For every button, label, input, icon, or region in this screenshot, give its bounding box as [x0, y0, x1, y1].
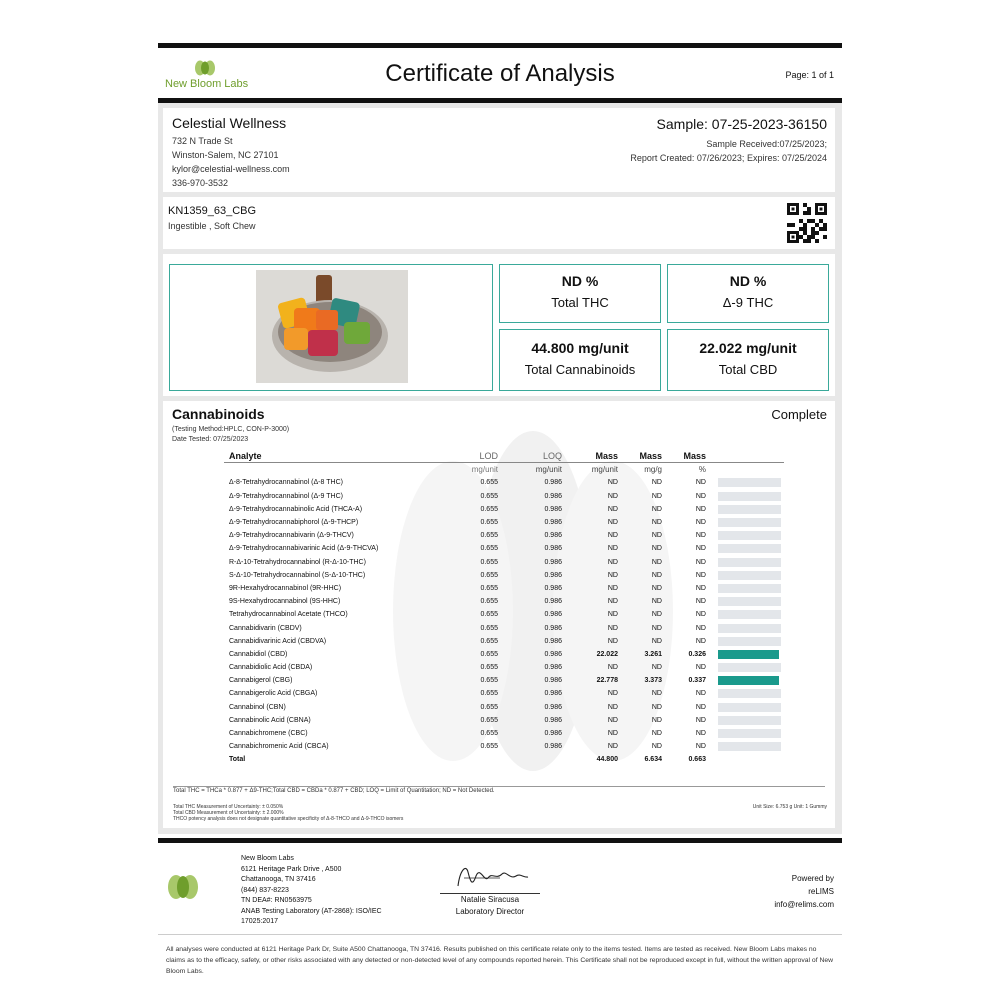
loq-cell: 0.986: [544, 624, 562, 632]
total-cannabinoids-label: Total Cannabinoids: [524, 362, 636, 377]
mass-g-cell: ND: [651, 532, 662, 540]
client-phone: 336-970-3532: [172, 178, 229, 188]
mass-pct-cell: ND: [695, 519, 706, 527]
loq-cell: 0.986: [544, 598, 562, 606]
client-name: Celestial Wellness: [172, 115, 287, 131]
testing-method: (Testing Method:HPLC, CON-P-3000): [172, 426, 290, 433]
product-name: KN1359_63_CBG: [168, 205, 257, 217]
col-mass-unit: Mass: [562, 449, 618, 463]
table-row: [224, 714, 784, 727]
mass-pct-cell: ND: [695, 492, 706, 500]
lod-cell: 0.655: [480, 703, 498, 711]
signer-title: Laboratory Director: [455, 907, 525, 916]
loq-cell: 0.986: [544, 584, 562, 592]
loq-cell: 0.986: [544, 677, 562, 685]
table-row: [224, 542, 784, 555]
table-header-row: [224, 449, 784, 463]
mass-pct-cell: ND: [695, 571, 706, 579]
loq-cell: 0.986: [544, 532, 562, 540]
client-address-line1: 732 N Trade St: [172, 136, 233, 146]
mass-g-cell: ND: [651, 558, 662, 566]
lod-cell: 0.655: [480, 584, 498, 592]
analyte-cell: Cannabichromene (CBC): [229, 730, 308, 738]
empty-bar: [718, 518, 781, 527]
page-title: Certificate of Analysis: [385, 60, 615, 87]
empty-bar: [718, 492, 781, 501]
mass-pct-cell: ND: [695, 690, 706, 698]
mass-pct-cell: ND: [695, 558, 706, 566]
product-photo[interactable]: [256, 270, 408, 383]
table-row: [224, 582, 784, 595]
lod-cell: 0.655: [480, 743, 498, 751]
mass-pct-cell: ND: [695, 624, 706, 632]
total-mass-unit: 44.800: [596, 756, 618, 764]
empty-bar: [718, 703, 781, 712]
analyte-cell: Δ-9-Tetrahydrocannabivarin (Δ-9-THCV): [229, 532, 354, 540]
empty-bar: [718, 742, 781, 751]
mass-unit-cell: ND: [607, 545, 618, 553]
lod-cell: 0.655: [480, 519, 498, 527]
loq-cell: 0.986: [544, 611, 562, 619]
table-row: [224, 687, 784, 700]
analyte-cell: Cannabinolic Acid (CBNA): [229, 716, 311, 724]
lod-cell: 0.655: [480, 690, 498, 698]
loq-cell: 0.986: [544, 743, 562, 751]
unit-mass-pct: %: [698, 465, 706, 475]
sample-id: Sample: 07-25-2023-36150: [656, 116, 827, 132]
mass-g-cell: ND: [651, 730, 662, 738]
mass-unit-cell: ND: [607, 519, 618, 527]
mass-unit-cell: 22.022: [596, 650, 618, 658]
empty-bar: [718, 558, 781, 567]
cannabinoids-title: Cannabinoids: [172, 406, 265, 422]
uncertainty-cbd: Total CBD Measurement of Uncertainty: ± 2.000%: [173, 810, 284, 816]
mass-g-cell: ND: [651, 743, 662, 751]
mass-unit-cell: ND: [607, 598, 618, 606]
empty-bar: [718, 571, 781, 580]
date-tested: Date Tested: 07/25/2023: [172, 436, 249, 443]
empty-bar: [718, 610, 781, 619]
lod-cell: 0.655: [480, 479, 498, 487]
loq-cell: 0.986: [544, 492, 562, 500]
analyte-cell: Δ-9-Tetrahydrocannabiphorol (Δ-9-THCP): [229, 519, 359, 527]
mass-pct-cell: ND: [695, 505, 706, 513]
lab-logo-text: New Bloom Labs: [165, 78, 249, 90]
d9-thc-card: [667, 264, 829, 323]
table-row: [224, 556, 784, 569]
empty-bar: [718, 624, 781, 633]
total-cbd-label: Total CBD: [718, 362, 778, 377]
loq-cell: 0.986: [544, 716, 562, 724]
mass-pct-cell: ND: [695, 716, 706, 724]
client-email: kylor@celestial-wellness.com: [172, 164, 290, 174]
total-thc-card: [499, 264, 661, 323]
d9-thc-value: ND %: [729, 273, 767, 289]
table-row: [224, 476, 784, 489]
mass-pct-cell: ND: [695, 479, 706, 487]
lod-cell: 0.655: [480, 492, 498, 500]
unit-mass-unit: mg/unit: [591, 465, 618, 475]
footer-dea: TN DEA#: RN0563975: [241, 897, 312, 904]
mass-g-cell: ND: [651, 519, 662, 527]
mass-pct-cell: 0.337: [688, 677, 706, 685]
analyte-cell: Cannabidiol (CBD): [229, 650, 288, 658]
mass-pct-cell: ND: [695, 730, 706, 738]
lod-cell: 0.655: [480, 532, 498, 540]
lod-cell: 0.655: [480, 505, 498, 513]
analyte-cell: Cannabigerol (CBG): [229, 677, 293, 685]
mass-unit-cell: ND: [607, 584, 618, 592]
unit-mass-g: mg/g: [644, 465, 662, 475]
table-row: [224, 727, 784, 740]
table-row: [224, 529, 784, 542]
d9-thc-label: Δ-9 THC: [722, 295, 774, 310]
analyte-cell: Δ-9-Tetrahydrocannabinol (Δ-9 THC): [229, 492, 344, 500]
sample-dates: [630, 137, 827, 165]
empty-bar: [718, 505, 781, 514]
mass-g-cell: ND: [651, 664, 662, 672]
mass-pct-cell: ND: [695, 532, 706, 540]
mass-unit-cell: ND: [607, 492, 618, 500]
loq-cell: 0.986: [544, 479, 562, 487]
empty-bar: [718, 729, 781, 738]
summary-panel: [163, 254, 835, 396]
mass-unit-cell: ND: [607, 479, 618, 487]
unit-loq: mg/unit: [535, 465, 562, 475]
mass-unit-cell: ND: [607, 611, 618, 619]
analyte-cell: Cannabinol (CBN): [229, 703, 286, 711]
lod-cell: 0.655: [480, 611, 498, 619]
footer-address2: Chattanooga, TN 37416: [241, 876, 316, 883]
analyte-cell: Cannabidivarin (CBDV): [229, 624, 302, 632]
powered-by-label: Powered by: [791, 874, 834, 883]
table-total-row: [224, 753, 784, 766]
mass-g-cell: ND: [651, 716, 662, 724]
client-contact: [172, 134, 290, 190]
mass-g-cell: 3.373: [644, 677, 662, 685]
uncertainty-notes: [173, 804, 403, 822]
mass-pct-cell: ND: [695, 598, 706, 606]
analyte-cell: Cannabidiolic Acid (CBDA): [229, 664, 313, 672]
mass-unit-cell: ND: [607, 505, 618, 513]
lod-cell: 0.655: [480, 664, 498, 672]
empty-bar: [718, 663, 781, 672]
mass-pct-cell: ND: [695, 584, 706, 592]
top-rule: [158, 43, 842, 48]
total-cbd-value: 22.022 mg/unit: [699, 340, 797, 356]
total-thc-value: ND %: [561, 273, 599, 289]
mass-g-cell: ND: [651, 545, 662, 553]
total-cannabinoids-card: [499, 329, 661, 391]
mass-unit-cell: ND: [607, 690, 618, 698]
total-mass-pct: 0.663: [688, 756, 706, 764]
lod-cell: 0.655: [480, 558, 498, 566]
footer-logo-icon: [165, 872, 201, 902]
table-body: [224, 476, 784, 753]
table-row: [224, 569, 784, 582]
powered-by-name[interactable]: reLIMS: [808, 887, 834, 896]
total-thc-label: Total THC: [551, 295, 609, 310]
table-row: [224, 701, 784, 714]
table-row: [224, 674, 784, 687]
empty-bar: [718, 531, 781, 540]
mass-g-cell: ND: [651, 611, 662, 619]
signer-name: Natalie Siracusa: [460, 895, 520, 904]
total-cbd-card: [667, 329, 829, 391]
lod-cell: 0.655: [480, 637, 498, 645]
lod-cell: 0.655: [480, 624, 498, 632]
mass-g-cell: ND: [651, 492, 662, 500]
loq-cell: 0.986: [544, 690, 562, 698]
mass-unit-cell: ND: [607, 532, 618, 540]
product-panel: [163, 197, 835, 249]
footer-iso: 17025:2017: [241, 918, 278, 925]
empty-bar: [718, 716, 781, 725]
mass-unit-cell: ND: [607, 664, 618, 672]
mass-unit-cell: ND: [607, 716, 618, 724]
detected-bar: [718, 650, 779, 659]
table-row: [224, 661, 784, 674]
report-created: Report Created: 07/26/2023; Expires: 07/25/2024: [630, 153, 827, 163]
mass-pct-cell: ND: [695, 611, 706, 619]
signer-block: [430, 894, 550, 918]
analyte-cell: S-Δ-10-Tetrahydrocannabinol (S-Δ-10-THC): [229, 571, 366, 579]
lod-cell: 0.655: [480, 716, 498, 724]
product-photo-frame: [169, 264, 493, 391]
table-row: [224, 503, 784, 516]
lod-cell: 0.655: [480, 730, 498, 738]
mass-unit-cell: ND: [607, 624, 618, 632]
loq-cell: 0.986: [544, 558, 562, 566]
mass-unit-cell: ND: [607, 703, 618, 711]
mass-g-cell: ND: [651, 598, 662, 606]
mass-g-cell: ND: [651, 703, 662, 711]
lod-cell: 0.655: [480, 571, 498, 579]
formula-note: Total THC = THCa * 0.877 + Δ9-THC;Total CBD = CBDa * 0.877 + CBD; LOQ = Limit of Quantitation; ND = Not Detected.: [173, 788, 495, 794]
loq-cell: 0.986: [544, 664, 562, 672]
table-row: [224, 621, 784, 634]
analyte-cell: 9S-Hexahydrocannabinol (9S-HHC): [229, 598, 341, 606]
client-address-line2: Winston-Salem, NC 27101: [172, 150, 279, 160]
client-panel: [163, 108, 835, 192]
table-rule: [173, 786, 825, 787]
loq-cell: 0.986: [544, 730, 562, 738]
mass-unit-cell: 22.778: [596, 677, 618, 685]
mass-unit-cell: ND: [607, 743, 618, 751]
footer-address1: 6121 Heritage Park Drive , A500: [241, 865, 342, 873]
footer-lab-info: [241, 854, 382, 928]
mass-pct-cell: ND: [695, 703, 706, 711]
footer-lab-name: New Bloom Labs: [241, 855, 294, 862]
col-lod: LOD: [434, 449, 498, 463]
qr-code[interactable]: [787, 203, 827, 243]
empty-bar: [718, 689, 781, 698]
total-cannabinoids-value: 44.800 mg/unit: [531, 340, 629, 356]
analyte-cell: Tetrahydrocannabinol Acetate (THCO): [229, 611, 348, 619]
mass-pct-cell: ND: [695, 743, 706, 751]
col-mass-g: Mass: [618, 449, 662, 463]
table-row: [224, 608, 784, 621]
lod-cell: 0.655: [480, 650, 498, 658]
mass-pct-cell: ND: [695, 545, 706, 553]
loq-cell: 0.986: [544, 571, 562, 579]
loq-cell: 0.986: [544, 703, 562, 711]
footer-rule: [158, 838, 842, 843]
loq-cell: 0.986: [544, 545, 562, 553]
mass-g-cell: ND: [651, 690, 662, 698]
cannabinoids-status: Complete: [771, 407, 827, 422]
total-mass-g: 6.634: [644, 756, 662, 764]
table-row: [224, 516, 784, 529]
analyte-cell: Cannabigerolic Acid (CBGA): [229, 690, 318, 698]
col-loq: LOQ: [498, 449, 562, 463]
lab-logo: [165, 58, 255, 92]
footer-anab: ANAB Testing Laboratory (AT-2868): ISO/IEC: [241, 907, 382, 915]
unit-lod: mg/unit: [471, 465, 498, 475]
mass-unit-cell: ND: [607, 637, 618, 645]
table-row: [224, 635, 784, 648]
loq-cell: 0.986: [544, 637, 562, 645]
col-analyte: Analyte: [224, 449, 434, 463]
disclaimer-rule: [158, 934, 842, 935]
mass-g-cell: 3.261: [644, 650, 662, 658]
loq-cell: 0.986: [544, 650, 562, 658]
page-number: Page: 1 of 1: [785, 70, 834, 80]
thco-note: THCO potency analysis does not designate quantitative specificity of Δ-8-THCO and Δ-9-THCO isomers: [173, 816, 404, 822]
mass-g-cell: ND: [651, 571, 662, 579]
lod-cell: 0.655: [480, 598, 498, 606]
col-mass-pct: Mass: [662, 449, 706, 463]
sample-received: Sample Received:07/25/2023;: [706, 139, 827, 149]
lod-cell: 0.655: [480, 677, 498, 685]
empty-bar: [718, 637, 781, 646]
empty-bar: [718, 597, 781, 606]
mass-g-cell: ND: [651, 624, 662, 632]
analyte-cell: Δ-8-Tetrahydrocannabinol (Δ-8 THC): [229, 479, 344, 487]
mass-g-cell: ND: [651, 637, 662, 645]
analyte-cell: 9R-Hexahydrocannabinol (9R-HHC): [229, 584, 342, 592]
mass-unit-cell: ND: [607, 558, 618, 566]
empty-bar: [718, 478, 781, 487]
disclaimer: All analyses were conducted at 6121 Heritage Park Dr, Suite A500 Chattanooga, TN 37416. Results published on this certificate relate only to the items tested. Items are tested as received. New Bloom Labs makes no claims as to the efficacy, safety, or other risks associated with any detected or non-detected level of any compounds reported herein. This Certificate shall not be reproduced except in full, without the written approval of New Bloom Labs.: [166, 946, 834, 975]
unit-size: Unit Size: 6.753 g Unit: 1 Gummy: [752, 804, 827, 810]
footer-phone: (844) 837-8223: [241, 886, 289, 894]
analyte-cell: Δ-9-Tetrahydrocannabivarinic Acid (Δ-9-THCVA): [229, 545, 379, 553]
mass-pct-cell: ND: [695, 637, 706, 645]
loq-cell: 0.986: [544, 519, 562, 527]
detected-bar: [718, 676, 779, 685]
product-type: Ingestible , Soft Chew: [168, 221, 256, 231]
cannabinoids-table: [224, 449, 784, 767]
lod-cell: 0.655: [480, 545, 498, 553]
mass-pct-cell: 0.326: [688, 650, 706, 658]
signature-image: [440, 858, 540, 892]
table-row: [224, 490, 784, 503]
analyte-cell: Δ-9-Tetrahydrocannabinolic Acid (THCA-A): [229, 505, 363, 513]
analyte-cell: R-Δ-10-Tetrahydrocannabinol (R-Δ-10-THC): [229, 558, 366, 566]
powered-by-block: [774, 872, 834, 911]
empty-bar: [718, 544, 781, 553]
analyte-cell: Cannabidivarinic Acid (CBDVA): [229, 637, 327, 645]
mass-unit-cell: ND: [607, 730, 618, 738]
analyte-cell: Cannabichromenic Acid (CBCA): [229, 743, 329, 751]
mass-pct-cell: ND: [695, 664, 706, 672]
mass-g-cell: ND: [651, 505, 662, 513]
loq-cell: 0.986: [544, 505, 562, 513]
empty-bar: [718, 584, 781, 593]
total-label: Total: [229, 756, 246, 764]
mass-g-cell: ND: [651, 584, 662, 592]
table-units-row: [224, 463, 784, 477]
uncertainty-thc: Total THC Measurement of Uncertainty: ± 0.050%: [173, 804, 284, 810]
table-row: [224, 648, 784, 661]
table-row: [224, 595, 784, 608]
powered-by-email[interactable]: info@relims.com: [774, 900, 834, 909]
mass-unit-cell: ND: [607, 571, 618, 579]
mass-g-cell: ND: [651, 479, 662, 487]
table-row: [224, 740, 784, 753]
